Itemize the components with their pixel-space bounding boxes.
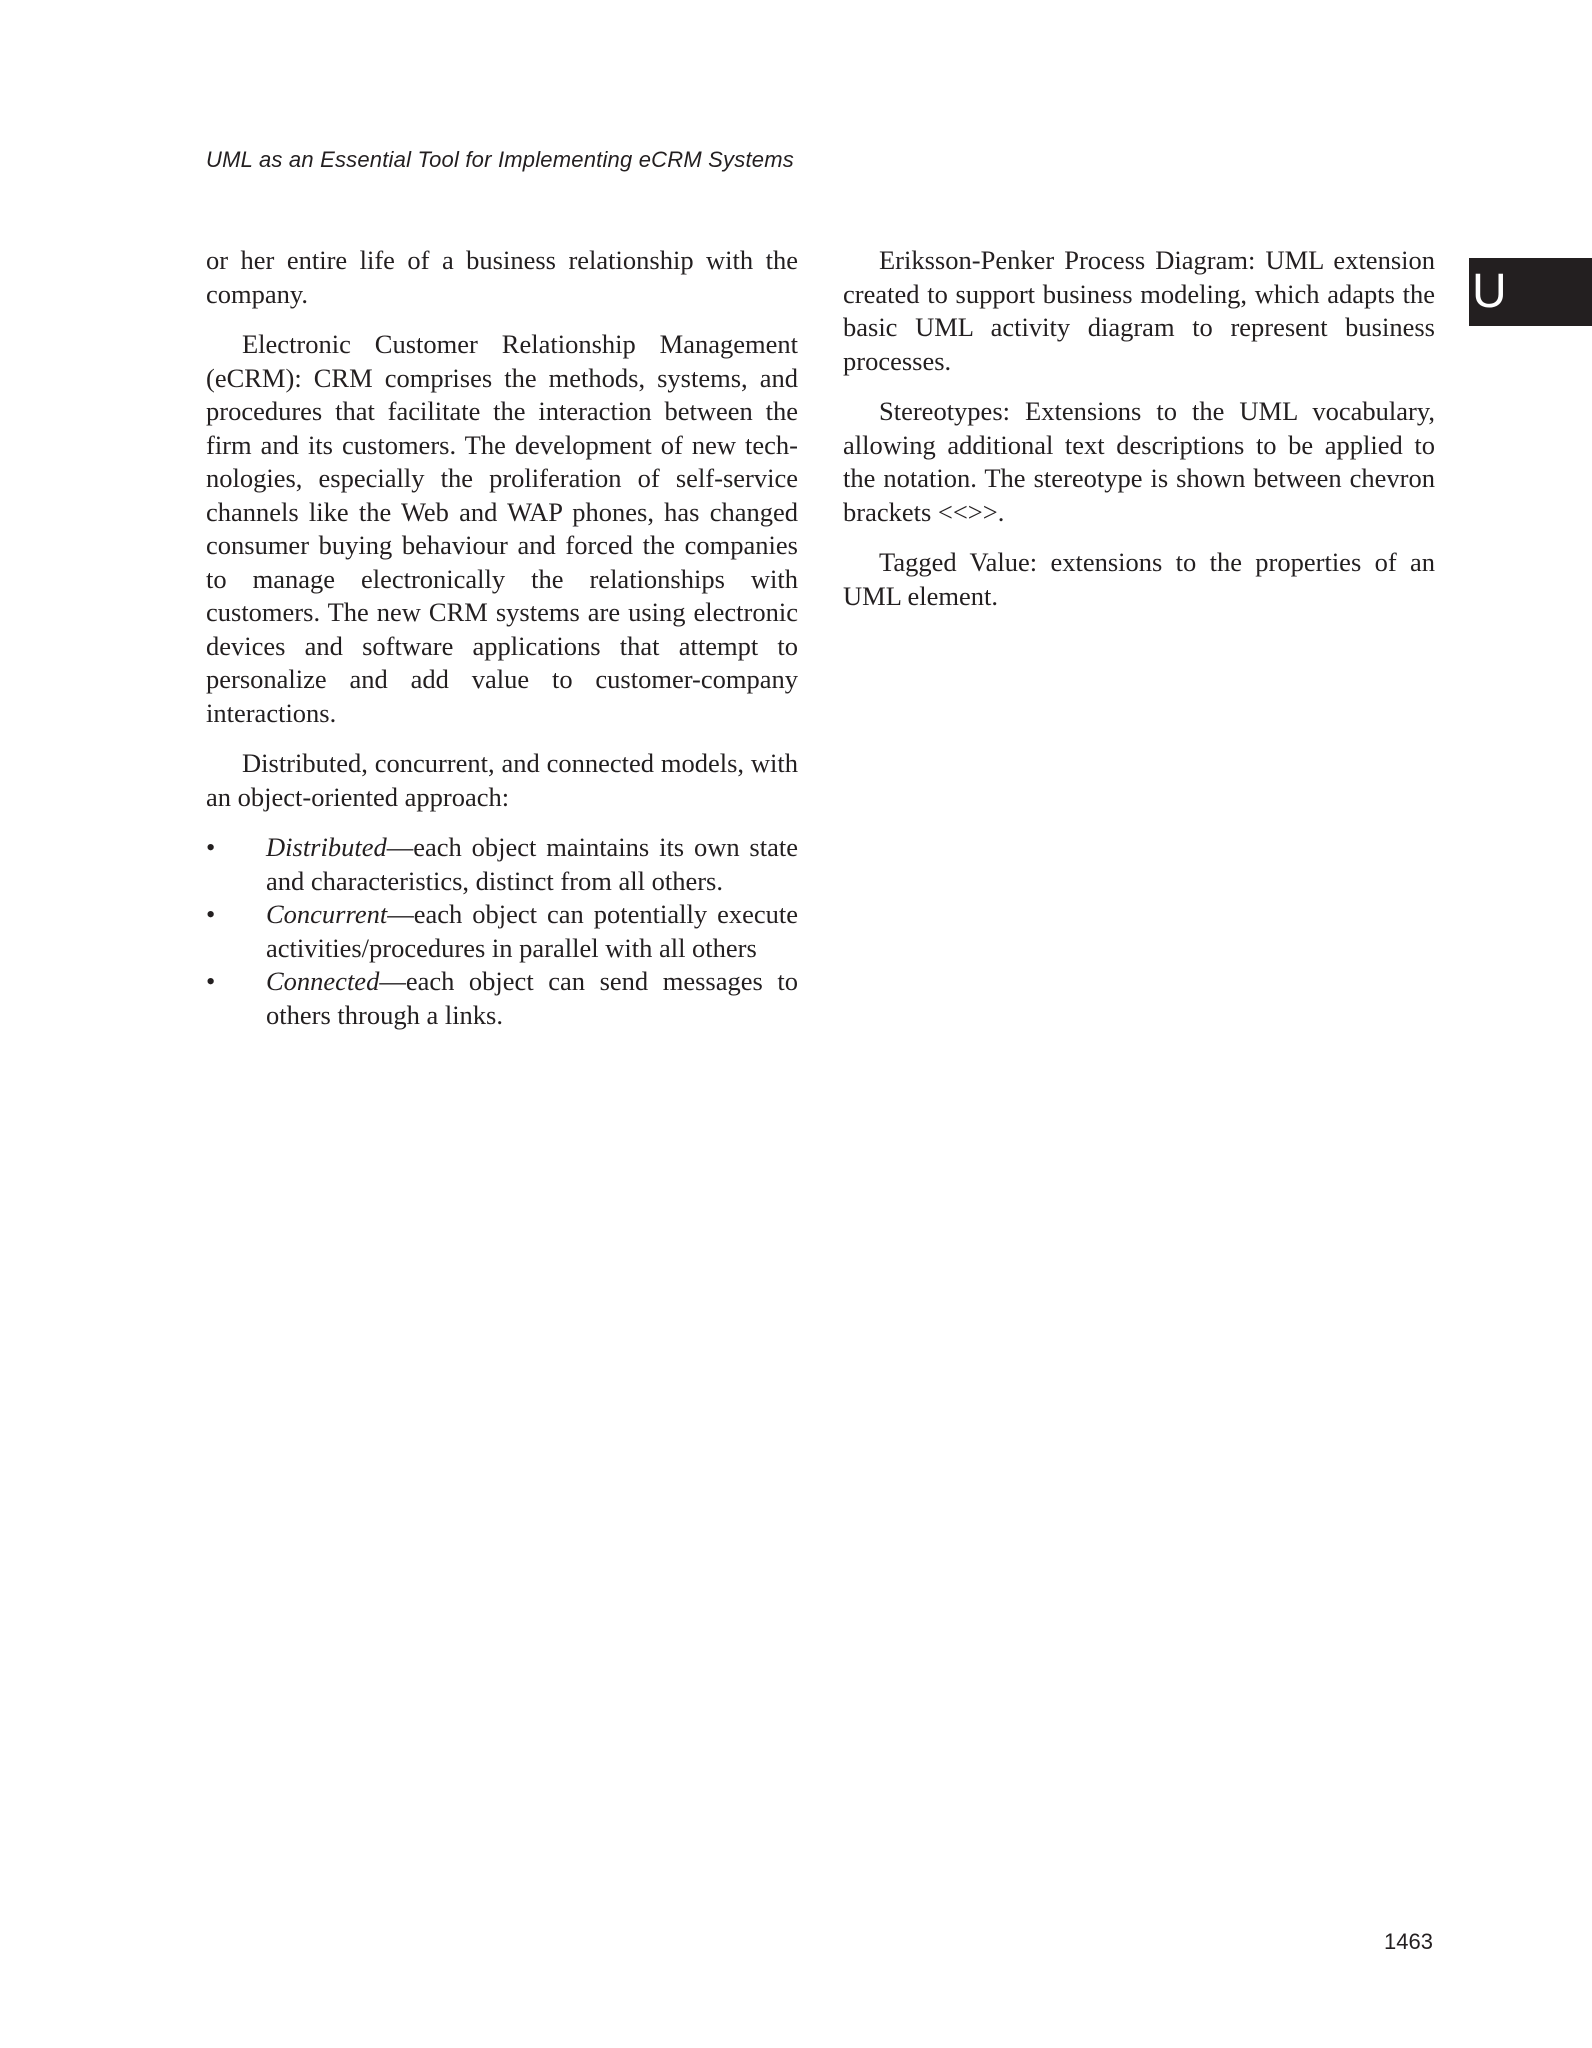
left-column xyxy=(206,244,798,1032)
paragraph-models: Distributed, concurrent, and connected models, with an object-oriented approach: xyxy=(206,748,798,812)
list-item xyxy=(206,965,798,1032)
bullet-icon: • xyxy=(206,966,216,996)
list-item xyxy=(206,898,798,965)
paragraph-continuation: or her entire life of a business relationship with the company. xyxy=(206,245,798,309)
list-item-text: —each object can potentially execute activities/procedures in parallel with all others xyxy=(266,899,798,963)
bullet-icon: • xyxy=(206,899,216,929)
page-number: 1463 xyxy=(1384,1929,1433,1954)
list-item-term: Connected xyxy=(266,966,380,996)
running-header: UML as an Essential Tool for Implementing eCRM Systems xyxy=(206,147,794,172)
bullet-list xyxy=(206,831,798,1032)
paragraph-ecrm: Electronic Customer Relationship Management (eCRM): CRM comprises the methods, systems, and procedures that facilitate the interaction between the firm and its customers. The development of new technologies, especially the proliferation of self-service channels like the Web and WAP phones, has changed consumer buying behaviour and forced the companies to manage electronically the relationships with customers. The new CRM systems are using electronic devices and software applications that attempt to personalize and add value to customer-company interactions. xyxy=(206,329,798,728)
list-item xyxy=(206,831,798,898)
paragraph-eriksson-penker: Eriksson-Penker Process Diagram: UML extension created to support business modeling, which adapts the basic UML activity diagram to represent business processes. xyxy=(843,245,1435,376)
bullet-icon: • xyxy=(206,832,216,862)
section-thumb-tab: U xyxy=(1469,258,1592,326)
list-item-term: Distributed xyxy=(266,832,387,862)
right-column xyxy=(843,244,1435,630)
list-item-text: —each object can send messages to others through a links. xyxy=(266,966,798,1030)
paragraph-stereotypes: Stereotypes: Extensions to the UML vocabulary, allowing additional text descriptions to be applied to the notation. The stereotype is shown between chevron brackets <<>>. xyxy=(843,396,1435,527)
list-item-text: —each object maintains its own state and characteristics, distinct from all others. xyxy=(266,832,798,896)
paragraph-tagged-value: Tagged Value: extensions to the properties of an UML element. xyxy=(843,547,1435,611)
list-item-term: Concurrent xyxy=(266,899,388,929)
